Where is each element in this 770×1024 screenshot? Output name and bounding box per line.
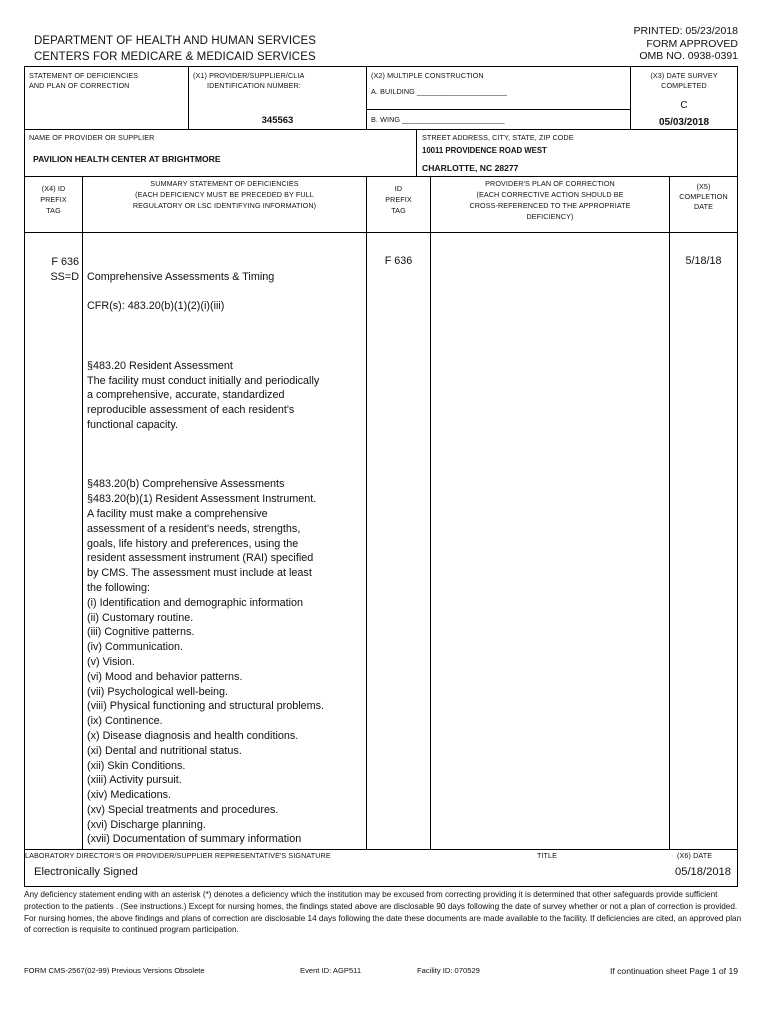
wing-label: B. WING _________________________: [371, 115, 505, 124]
provider-number: 345563: [261, 115, 294, 126]
x5-header: [669, 177, 737, 232]
signature-date: 05/18/2018: [675, 866, 731, 878]
address-line-1: 10011 PROVIDENCE ROAD WEST: [422, 146, 547, 155]
plan-header-4: DEFICIENCY): [526, 212, 574, 221]
plan-header-2: (EACH CORRECTIVE ACTION SHOULD BE: [476, 190, 624, 199]
signature-date-cell: [669, 850, 737, 886]
signature-date-label: (X6) DATE: [677, 851, 713, 860]
form-frame: [24, 66, 738, 887]
x4-header-1: (X4) ID: [41, 184, 66, 193]
scope-severity: SS=D: [50, 270, 79, 283]
plan-tag: F 636: [384, 255, 413, 267]
title-label: TITLE: [536, 851, 558, 860]
x5-header-2: COMPLETION: [679, 192, 728, 201]
id-cell: [366, 233, 430, 849]
x4-header: [25, 177, 82, 232]
address-label: STREET ADDRESS, CITY, STATE, ZIP CODE: [422, 133, 574, 142]
tag-cell: [25, 233, 82, 849]
resident-assessment-paragraph: §483.20 Resident Assessment The facility must conduct initially and periodically a comprehensive, accurate, standardized reproducible assessment of each resident's functional capacity.: [87, 359, 320, 431]
printed-block: [634, 25, 738, 63]
wing-divider: [367, 109, 630, 110]
form-approved: FORM APPROVED: [646, 37, 738, 50]
signature-value: Electronically Signed: [34, 866, 138, 878]
provider-name: PAVILION HEALTH CENTER AT BRIGHTMORE: [33, 154, 221, 164]
deficiency-body-row: [25, 233, 737, 850]
summary-header-1: SUMMARY STATEMENT OF DEFICIENCIES: [150, 179, 299, 188]
comprehensive-assessment-paragraph: §483.20(b) Comprehensive Assessments §483.20(b)(1) Resident Assessment Instrument. A facility must make a comprehensive assessment of a resident's needs, strengths, goals, life history and preferences, using the resident assessment instrument (RAI) specified by CMS. The assessment must include at least the following: (i) Identification and demographic information (ii) Customary routine. (iii) Cognitive patterns. (iv) Communication. (v) Vision. (vi) Mood and behavior patterns. (vii) Psychological well-being. (viii) Physical functioning and structural problems. (ix) Continence. (x) Disease diagnosis and health conditions. (xi) Dental and nutritional status. (xii) Skin Conditions. (xiii) Activity pursuit. (xiv) Medications. (xv) Special treatments and procedures. (xvi) Discharge planning. (xvii) Documentation of summary information: [87, 478, 325, 846]
id-header-3: TAG: [391, 206, 406, 215]
deficiency-cfr: CFR(s): 483.20(b)(1)(2)(i)(iii): [87, 300, 225, 313]
form-number: FORM CMS-2567(02-99) Previous Versions Obsolete: [24, 966, 205, 975]
plan-cell: [430, 233, 669, 849]
x5-header-3: DATE: [693, 202, 714, 211]
survey-date-label-1: (X3) DATE SURVEY: [650, 71, 718, 80]
deficiency-title: Comprehensive Assessments & Timing: [87, 270, 275, 283]
survey-code: C: [680, 100, 688, 111]
omb-number: OMB NO. 0938-0391: [639, 50, 738, 62]
provider-row: [25, 130, 737, 177]
agency-header: [34, 33, 316, 65]
statement-label-2: AND PLAN OF CORRECTION: [29, 80, 130, 90]
id-header-1: ID: [394, 184, 403, 193]
plan-header-3: CROSS-REFERENCED TO THE APPROPRIATE: [469, 201, 631, 210]
provider-name-cell: [25, 130, 416, 176]
disclaimer-text: Any deficiency statement ending with an asterisk (*) denotes a deficiency which the institution may be excused from correcting providing it is determined that other safeguards provide sufficient protection to the patients . (See instructions.) Except for nursing homes, the findings stated above are disclosable 90 days following the date of survey whether or not a plan of correction is provided. For nursing homes, the above findings and plans of correction are disclosable 14 days following the date these documents are made available to the facility. If deficiencies are cited, an approved plan of correction is requisite to continued program participation.: [24, 890, 742, 935]
completion-cell: [669, 233, 737, 849]
survey-date-label-2: COMPLETED: [661, 80, 707, 90]
provider-name-label: NAME OF PROVIDER OR SUPPLIER: [29, 133, 155, 142]
agency-line-1: DEPARTMENT OF HEALTH AND HUMAN SERVICES: [34, 35, 317, 47]
signature-label: LABORATORY DIRECTOR'S OR PROVIDER/SUPPLIER REPRESENTATIVE'S SIGNATURE: [25, 851, 331, 860]
deficiency-tag: F 636: [51, 256, 79, 268]
survey-date: 05/03/2018: [658, 117, 710, 128]
statement-cell: [25, 67, 188, 129]
provider-id-cell: [188, 67, 366, 129]
facility-id: Facility ID: 070529: [417, 966, 480, 975]
plan-header: [430, 177, 669, 232]
printed-date: PRINTED: 05/23/2018: [633, 25, 738, 37]
building-label: A. BUILDING ______________________: [371, 87, 508, 96]
agency-line-2: CENTERS FOR MEDICARE & MEDICAID SERVICES: [34, 51, 316, 63]
provider-id-label-1: (X1) PROVIDER/SUPPLIER/CLIA: [193, 71, 305, 80]
id-header-2: PREFIX: [385, 195, 412, 204]
address-line-2: CHARLOTTE, NC 28277: [422, 163, 519, 173]
identification-row: [25, 67, 737, 130]
signature-cell: [25, 850, 425, 886]
provider-id-label-2: IDENTIFICATION NUMBER:: [207, 80, 301, 90]
summary-cell: [82, 233, 366, 849]
summary-header-3: REGULATORY OR LSC IDENTIFYING INFORMATION): [132, 201, 317, 210]
survey-date-cell: [630, 67, 737, 129]
multiple-construction-cell: [366, 67, 630, 129]
statement-label-1: STATEMENT OF DEFICIENCIES: [29, 71, 139, 80]
plan-header-1: PROVIDER'S PLAN OF CORRECTION: [485, 179, 615, 188]
x4-header-2: PREFIX: [40, 195, 67, 204]
x4-header-3: TAG: [46, 206, 61, 215]
id-header: [366, 177, 430, 232]
event-id: Event ID: AGP511: [300, 966, 362, 975]
page-number: If continuation sheet Page 1 of 19: [609, 966, 738, 976]
summary-header-2: (EACH DEFICIENCY MUST BE PRECEDED BY FULL: [135, 190, 314, 199]
column-header-row: [25, 177, 737, 233]
summary-header: [82, 177, 366, 232]
completion-date: 5/18/18: [685, 255, 722, 267]
title-cell: [425, 850, 669, 886]
address-cell: [416, 130, 737, 176]
multiple-construction-label: (X2) MULTIPLE CONSTRUCTION: [371, 71, 484, 80]
signature-row: [25, 850, 737, 886]
x5-header-1: (X5): [696, 182, 711, 191]
